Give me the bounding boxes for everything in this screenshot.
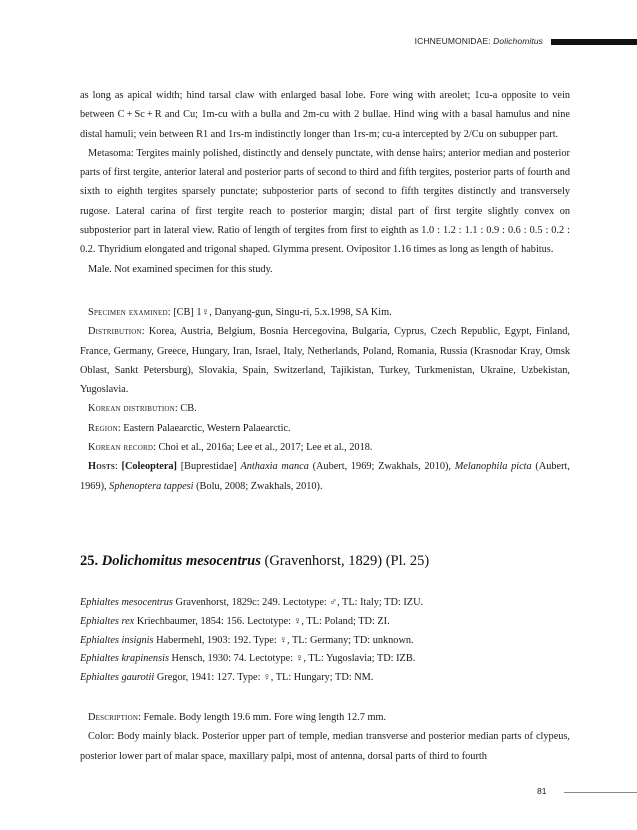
specimen-label: Specimen examined (88, 306, 168, 318)
synonym-name: Ephialtes krapinensis (80, 653, 169, 665)
synonym-entry (80, 594, 570, 613)
synonym-entry (80, 613, 570, 632)
synonym-entry (80, 650, 570, 669)
synonym-text: Gravenhorst, 1829c: 249. Lectotype: ♂, TL: Italy; TD: IZU. (172, 597, 424, 608)
korean-record (80, 438, 570, 457)
species-heading (80, 553, 429, 570)
synonym-name: Ephialtes insignis (80, 634, 154, 646)
specimen-text: : [CB] 1♀, Danyang-gun, Singu-ri, 5.x.1998, SA Kim. (167, 306, 392, 318)
synonym-entry (80, 669, 570, 688)
species-name: Dolichomitus mesocentrus (101, 553, 261, 569)
distribution-text: : Korea, Austria, Belgium, Bosnia Hercegovina, Bulgaria, Cyprus, Czech Republic, Egypt, Finland, France, Germany, Greece, Hungary, Iran, Israel, Italy, Netherlands, Poland, Romania, Russia (Krasnodar Kray, Omsk Oblast, Sankt Petersburg), Slovakia, Spain, Switzerland, Tajikistan, Turkey, Turkmenistan, Ukraine, Uzbekistan, Yugoslavia. (80, 326, 570, 396)
distribution-label: Distribution (88, 326, 142, 338)
korean-distribution (80, 399, 570, 418)
host-anthaxia-ref: (Aubert, 1969; Zwakhals, 2010), (308, 461, 455, 473)
hosts (80, 457, 570, 496)
synonym-text: Gregor, 1941: 127. Type: ♀, TL: Hungary; TD: NM. (154, 672, 374, 684)
running-header (0, 36, 637, 50)
region-text: : Eastern Palaearctic, Western Palaearctic. (117, 422, 291, 434)
korean-distribution-text: : CB. (174, 403, 197, 415)
synonym-entry (80, 632, 570, 651)
page-number: 81 (537, 786, 547, 796)
color-paragraph: Color: Body mainly black. Posterior upper part of temple, median transverse and posterior median parts of clypeus, posterior lower part of malar space, maxillary palpi, most of antenna, dorsal parts of third to fourth (80, 731, 570, 762)
synonym-name: Ephialtes rex (80, 615, 135, 627)
species-number: 25. (80, 553, 99, 569)
specimen-examined (80, 303, 570, 322)
description-text: : Female. Body length 19.6 mm. Fore wing length 12.7 mm. (138, 712, 387, 723)
description-section (80, 708, 570, 766)
header-family: ICHNEUMONIDAE: (414, 36, 491, 46)
korean-distribution-label: Korean distribution (88, 403, 175, 415)
synonym-text: Kriechbaumer, 1854: 156. Lectotype: ♀, TL: Poland; TD: ZI. (134, 615, 390, 627)
male-paragraph: Male. Not examined specimen for this study. (88, 263, 273, 275)
footer-rule (564, 792, 637, 793)
hosts-label: Hosts (88, 461, 115, 473)
hosts-family: [Buprestidae] (176, 461, 241, 473)
header-bar (551, 39, 637, 45)
morphology-paragraph: as long as apical width; hind tarsal claw with enlarged basal lobe. Fore wing with areolet; 1cu-a opposite to vein between C + Sc + R and Cu; 1m-cu with a bulla and 2m-cu with 2 bullae. Hind wing with a basal hamulus and nine distal hamuli; vein between R1 and 1rs-m indistinctly longer than 1rs-m; cu-a intercepted by 2/Cu on subupper part. (80, 90, 570, 140)
host-sphenoptera-ref: (Bolu, 2008; Zwakhals, 2010). (193, 480, 323, 492)
distribution (80, 322, 570, 399)
host-melanophila-ref: (Aubert, 1969), (80, 461, 570, 492)
description-label: Description (88, 712, 139, 723)
korean-record-label: Korean record (88, 442, 154, 454)
synonym-text: Habermehl, 1903: 192. Type: ♀, TL: Germany; TD: unknown. (153, 634, 414, 646)
hosts-order: [Coleoptera] (121, 461, 177, 473)
continuation-text (80, 86, 570, 496)
running-header-text (415, 36, 543, 46)
description-line (80, 708, 570, 727)
synonym-text: Hensch, 1930: 74. Lectotype: ♀, TL: Yugoslavia; TD: IZB. (168, 653, 416, 665)
host-melanophila: Melanophila picta (454, 461, 532, 473)
synonym-list (80, 594, 570, 688)
synonym-name: Ephialtes gaurotii (80, 672, 155, 684)
korean-record-text: : Choi et al., 2016a; Lee et al., 2017; Lee et al., 2018. (153, 442, 373, 454)
host-anthaxia: Anthaxia manca (240, 461, 309, 473)
metasoma-paragraph: Metasoma: Tergites mainly polished, distinctly and densely punctate, with dense hairs; anterior median and posterior parts of first tergite, anterior lateral and posterior parts of second to third and fifth tergites, posterior parts of fourth and sixth to eighth tergites sparsely punctate; subposterior parts of second to fifth tergites distinctly and transversely rugose. Lateral carina of first tergite reach to posterior margin; distal part of first tergite slightly convex on subposterior part in lateral view. Ratio of length of tergites from first to eighth as 1.0 : 1.2 : 1.1 : 0.9 : 0.6 : 0.5 : 0.2 : 0.2. Thyridium elongated and trigonal shaped. Glymma present. Ovipositor 1.16 times as long as length of habitus. (80, 147, 570, 256)
region (80, 419, 570, 438)
synonym-name: Ephialtes mesocentrus (80, 597, 173, 608)
header-genus: Dolichomitus (493, 36, 543, 46)
records-section (80, 303, 570, 496)
region-label: Region (88, 422, 118, 434)
species-author: (Gravenhorst, 1829) (Pl. 25) (260, 553, 430, 569)
hosts-colon: : (114, 461, 122, 473)
host-sphenoptera: Sphenoptera tappesi (109, 480, 194, 492)
